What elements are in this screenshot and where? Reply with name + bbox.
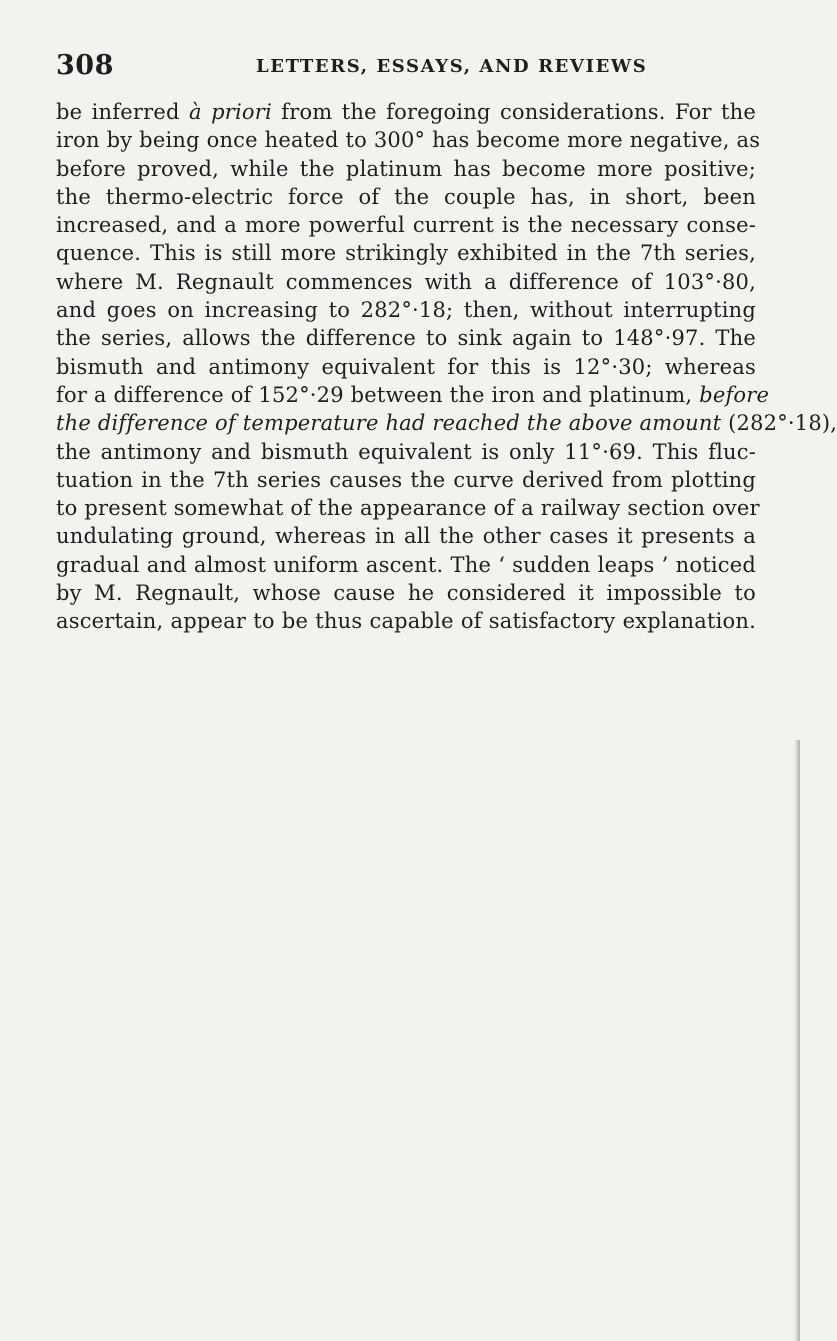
text-line: and goes on increasing to 282°·18; then, without interrupting [56,298,756,323]
text-line-last: ascertain, appear to be thus capable of satisfactory explanation. [56,609,756,634]
text-line: the series, allows the difference to sink again to 148°·97. The [56,326,756,351]
body-paragraph [56,98,837,636]
text-line: increased, and a more powerful current is the necessary conse- [56,213,756,238]
text-line: iron by being once heated to 300° has become more negative, as [56,128,761,153]
text-line: before proved, while the platinum has become more positive; [56,156,756,181]
text-line: the difference of temperature had reached the above amount (282°·18), [56,411,837,436]
running-head: LETTERS, ESSAYS, AND REVIEWS [256,56,648,77]
text-line: quence. This is still more strikingly exhibited in the 7th series, [56,241,756,266]
text-line: by M. Regnault, whose cause he considered it impossible to [56,581,756,606]
text-line: gradual and almost uniform ascent. The ‘ sudden leaps ’ noticed [56,552,756,577]
text-line: the thermo-electric force of the couple has, in short, been [56,184,756,209]
text-line: the antimony and bismuth equivalent is only 11°·69. This fluc- [56,439,756,464]
text-line: where M. Regnault commences with a difference of 103°·80, [56,269,756,294]
text-line: be inferred à priori from the foregoing considerations. For the [56,100,757,124]
page-number: 308 [56,50,114,81]
page-edge-shadow [794,740,800,1341]
text-line: undulating ground, whereas in all the other cases it presents a [56,524,756,549]
page-header [56,50,746,82]
text-line: for a difference of 152°·29 between the iron and platinum, before [56,382,770,407]
text-line: bismuth and antimony equivalent for this is 12°·30; whereas [56,354,756,379]
text-line: to present somewhat of the appearance of a railway section over [56,496,760,521]
text-line: tuation in the 7th series causes the curve derived from plotting [56,467,756,492]
